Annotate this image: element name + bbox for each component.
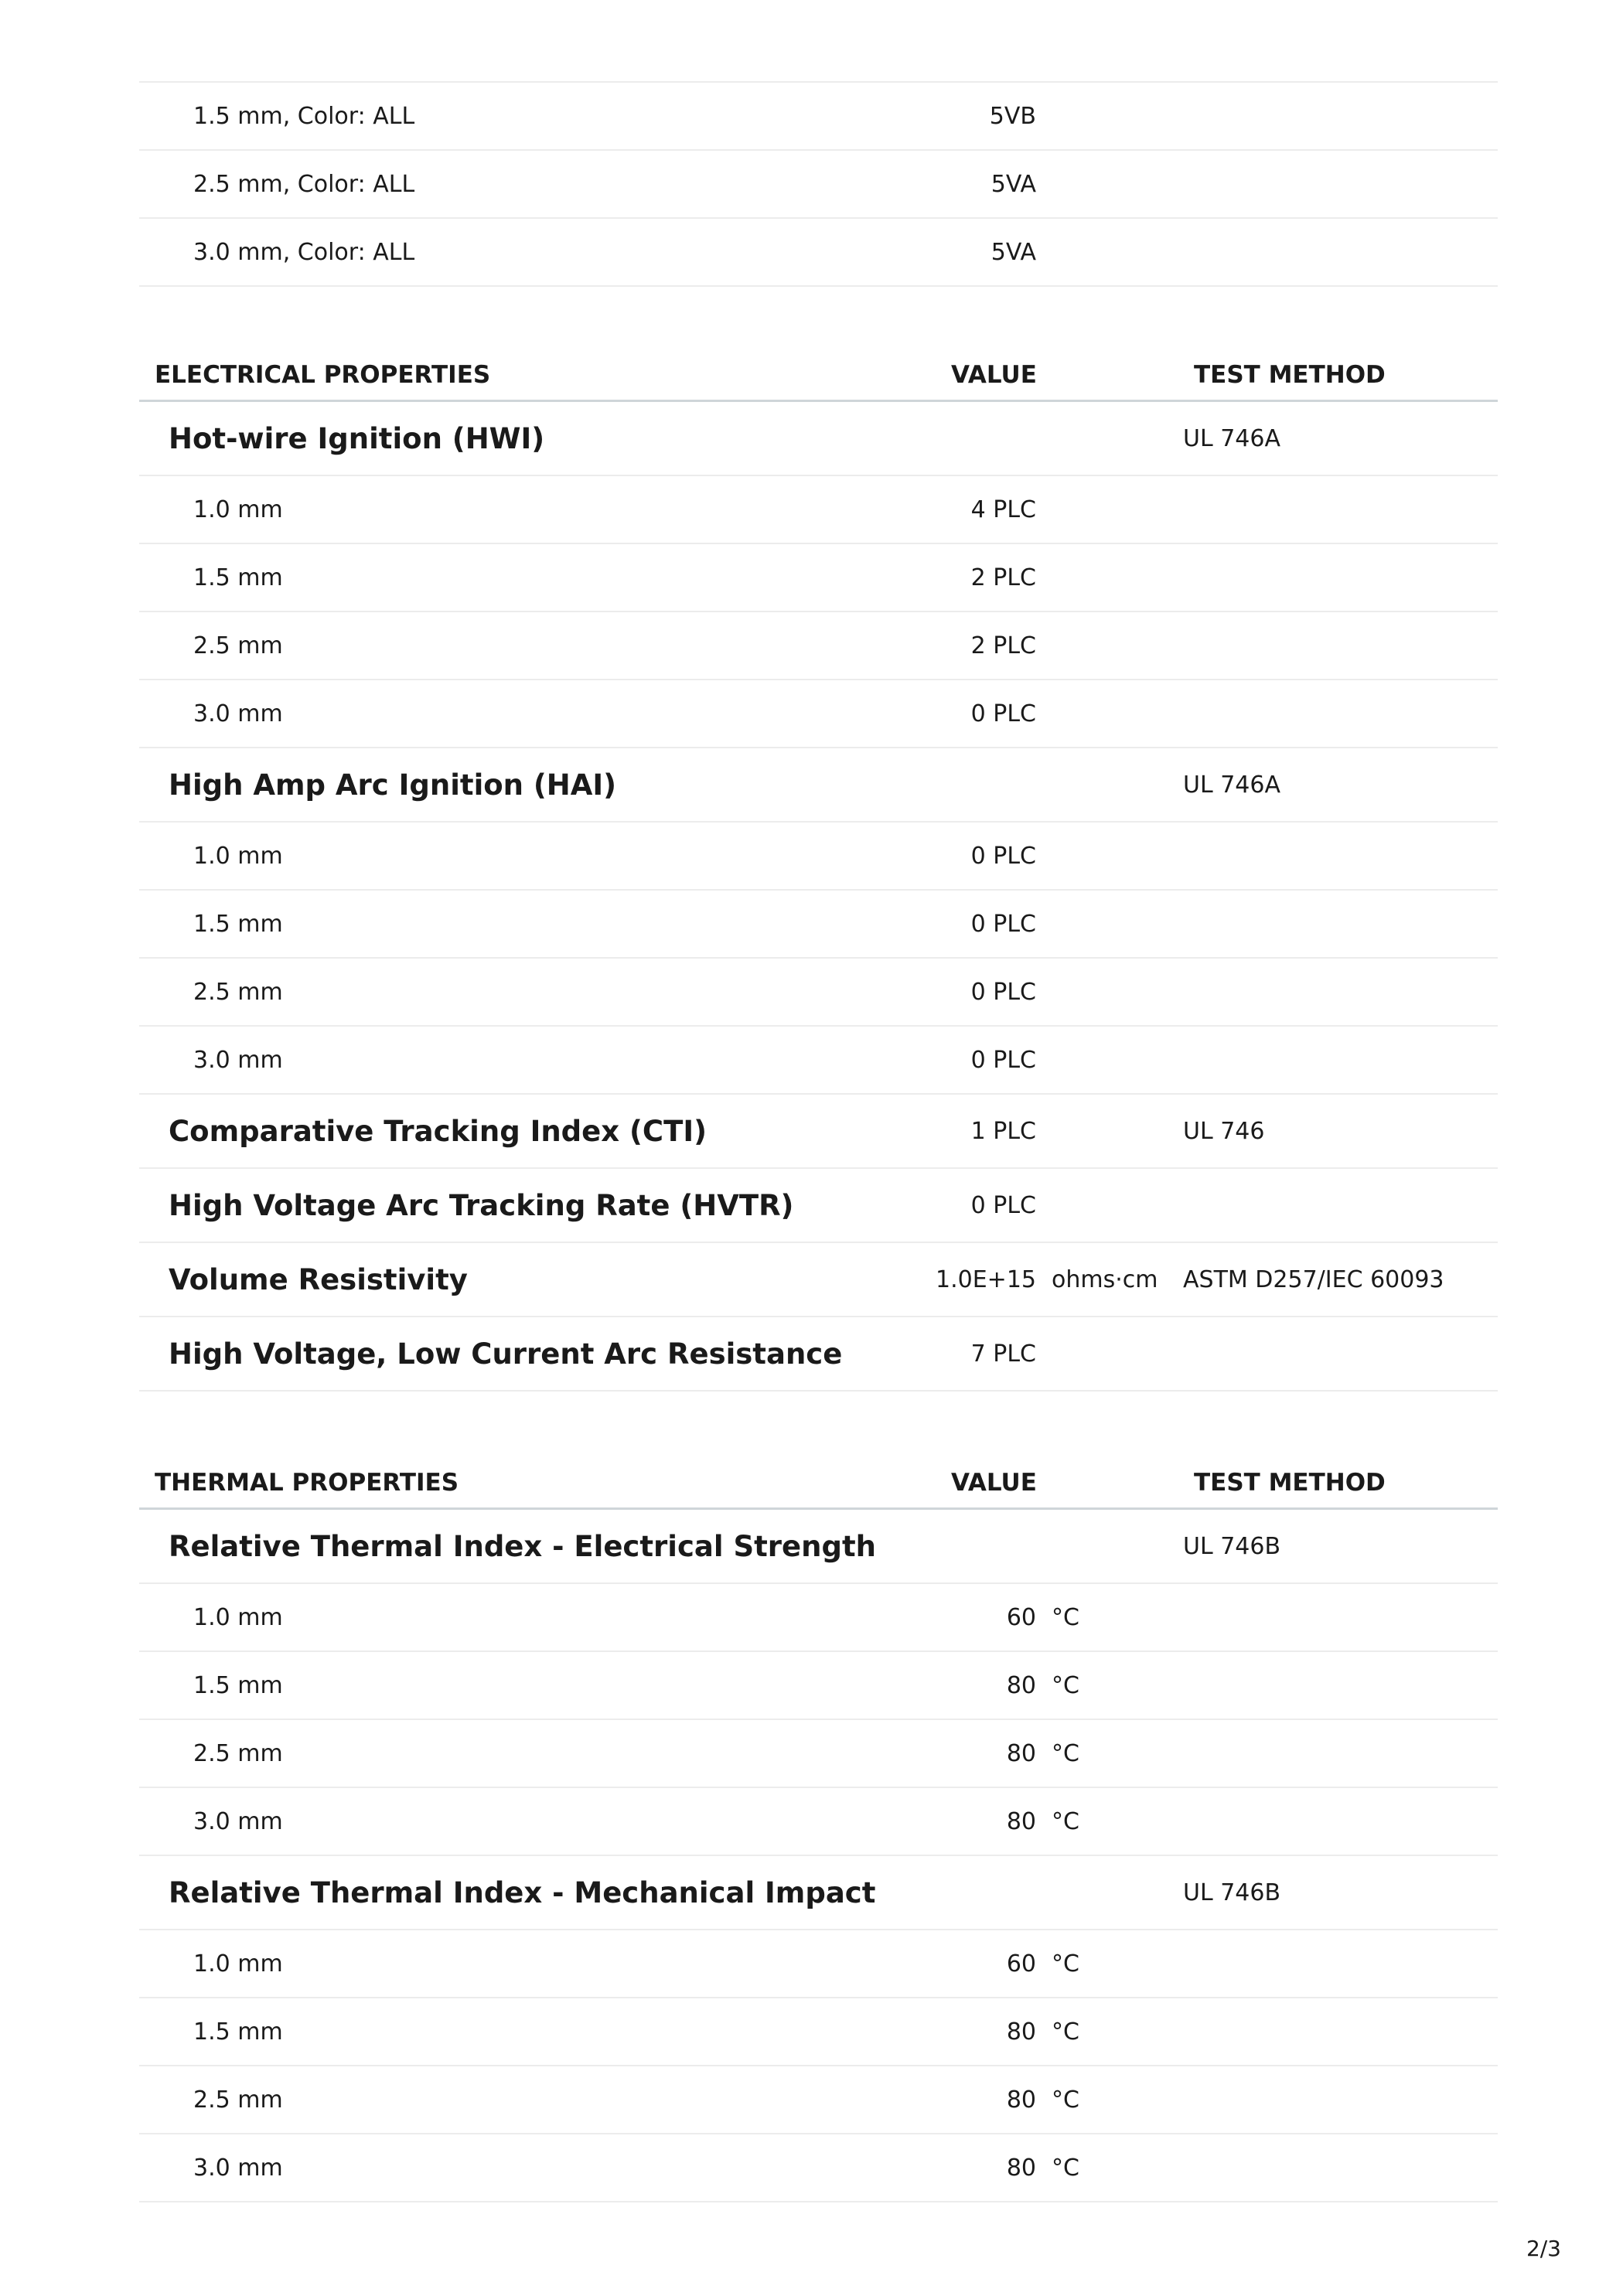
row-value: 60: [1006, 1950, 1036, 1977]
table-row: [139, 2134, 1498, 2202]
property-row-rti-mechanical: [139, 1856, 1498, 1930]
table-row: [139, 1584, 1498, 1652]
row-value: 0 PLC: [970, 910, 1036, 938]
property-row-arc-resistance: [139, 1317, 1498, 1392]
property-name: Relative Thermal Index - Mechanical Impact: [169, 1875, 876, 1909]
test-method: ASTM D257/IEC 60093: [1183, 1266, 1444, 1293]
table-row: [139, 476, 1498, 544]
row-value: 80: [1006, 2154, 1036, 2182]
test-method: UL 746: [1183, 1117, 1265, 1145]
row-value: 80: [1006, 1671, 1036, 1699]
row-value: 80: [1006, 1807, 1036, 1835]
row-label: 2.5 mm: [193, 978, 283, 1006]
row-label: 1.5 mm: [193, 1671, 283, 1699]
property-row-hvtr: [139, 1169, 1498, 1243]
row-label: 1.0 mm: [193, 1603, 283, 1631]
row-unit: °C: [1052, 1950, 1079, 1977]
table-row: [139, 1998, 1498, 2066]
property-value: 1 PLC: [970, 1117, 1036, 1145]
row-label: 1.5 mm: [193, 2018, 283, 2046]
row-label: 1.5 mm, Color: ALL: [193, 102, 415, 130]
value-column-header: VALUE: [951, 361, 1037, 389]
row-value: 5VA: [991, 170, 1036, 198]
row-unit: °C: [1052, 2018, 1079, 2046]
table-row: [139, 891, 1498, 959]
property-row-cti: [139, 1095, 1498, 1169]
row-label: 1.0 mm: [193, 1950, 283, 1977]
property-value: 1.0E+15: [936, 1266, 1036, 1293]
row-unit: °C: [1052, 1671, 1079, 1699]
table-row: [139, 612, 1498, 680]
property-value: 7 PLC: [970, 1340, 1036, 1368]
row-value: 5VB: [989, 102, 1036, 130]
property-unit: ohms·cm: [1052, 1266, 1158, 1293]
table-row: [139, 544, 1498, 612]
property-row-volume-resistivity: [139, 1243, 1498, 1317]
property-name: High Voltage, Low Current Arc Resistance: [169, 1337, 843, 1371]
table-row: [139, 1027, 1498, 1095]
table-row: [139, 1720, 1498, 1788]
table-row: [139, 1788, 1498, 1856]
property-value: 0 PLC: [970, 1191, 1036, 1219]
row-label: 2.5 mm: [193, 632, 283, 659]
row-value: 4 PLC: [970, 496, 1036, 523]
property-name: Comparative Tracking Index (CTI): [169, 1114, 707, 1148]
row-value: 0 PLC: [970, 978, 1036, 1006]
row-label: 1.0 mm: [193, 842, 283, 870]
property-name: Hot-wire Ignition (HWI): [169, 421, 545, 455]
row-unit: °C: [1052, 1603, 1079, 1631]
test-method: UL 746B: [1183, 1879, 1281, 1906]
row-value: 0 PLC: [970, 842, 1036, 870]
row-label: 3.0 mm: [193, 1046, 283, 1074]
property-name: High Amp Arc Ignition (HAI): [169, 768, 617, 802]
test-method: UL 746A: [1183, 424, 1280, 452]
row-label: 1.0 mm: [193, 496, 283, 523]
row-label: 2.5 mm: [193, 1739, 283, 1767]
property-name: Relative Thermal Index - Electrical Strength: [169, 1529, 876, 1563]
row-label: 3.0 mm: [193, 2154, 283, 2182]
property-row-hai: [139, 748, 1498, 823]
electrical-section-header: [139, 325, 1498, 402]
table-row: [139, 1652, 1498, 1720]
test-method-column-header: TEST METHOD: [1194, 1469, 1386, 1497]
table-row: [139, 151, 1498, 219]
table-row: [139, 219, 1498, 287]
row-label: 1.5 mm: [193, 564, 283, 591]
datasheet-page: [139, 81, 1498, 2202]
test-method-column-header: TEST METHOD: [1194, 361, 1386, 389]
row-value: 80: [1006, 2018, 1036, 2046]
page-number: 2/3: [1526, 2236, 1561, 2261]
table-row: [139, 1930, 1498, 1998]
property-name: High Voltage Arc Tracking Rate (HVTR): [169, 1188, 794, 1222]
row-label: 3.0 mm: [193, 700, 283, 727]
value-column-header: VALUE: [951, 1469, 1037, 1497]
table-row: [139, 680, 1498, 748]
table-row: [139, 2066, 1498, 2134]
row-value: 0 PLC: [970, 700, 1036, 727]
row-value: 2 PLC: [970, 564, 1036, 591]
row-unit: °C: [1052, 1807, 1079, 1835]
row-label: 3.0 mm, Color: ALL: [193, 238, 415, 266]
row-unit: °C: [1052, 2086, 1079, 2114]
property-name: Volume Resistivity: [169, 1262, 468, 1296]
property-row-hwi: [139, 402, 1498, 476]
table-row: [139, 81, 1498, 151]
section-title: ELECTRICAL PROPERTIES: [155, 361, 491, 389]
row-label: 1.5 mm: [193, 910, 283, 938]
row-value: 5VA: [991, 238, 1036, 266]
table-row: [139, 823, 1498, 891]
thermal-section-header: [139, 1433, 1498, 1510]
row-label: 2.5 mm: [193, 2086, 283, 2114]
test-method: UL 746A: [1183, 771, 1280, 799]
row-unit: °C: [1052, 2154, 1079, 2182]
row-value: 0 PLC: [970, 1046, 1036, 1074]
row-label: 2.5 mm, Color: ALL: [193, 170, 415, 198]
row-value: 80: [1006, 2086, 1036, 2114]
row-value: 80: [1006, 1739, 1036, 1767]
row-value: 60: [1006, 1603, 1036, 1631]
section-title: THERMAL PROPERTIES: [155, 1469, 459, 1497]
row-unit: °C: [1052, 1739, 1079, 1767]
property-row-rti-electrical: [139, 1510, 1498, 1584]
row-label: 3.0 mm: [193, 1807, 283, 1835]
test-method: UL 746B: [1183, 1532, 1281, 1560]
row-value: 2 PLC: [970, 632, 1036, 659]
table-row: [139, 959, 1498, 1027]
